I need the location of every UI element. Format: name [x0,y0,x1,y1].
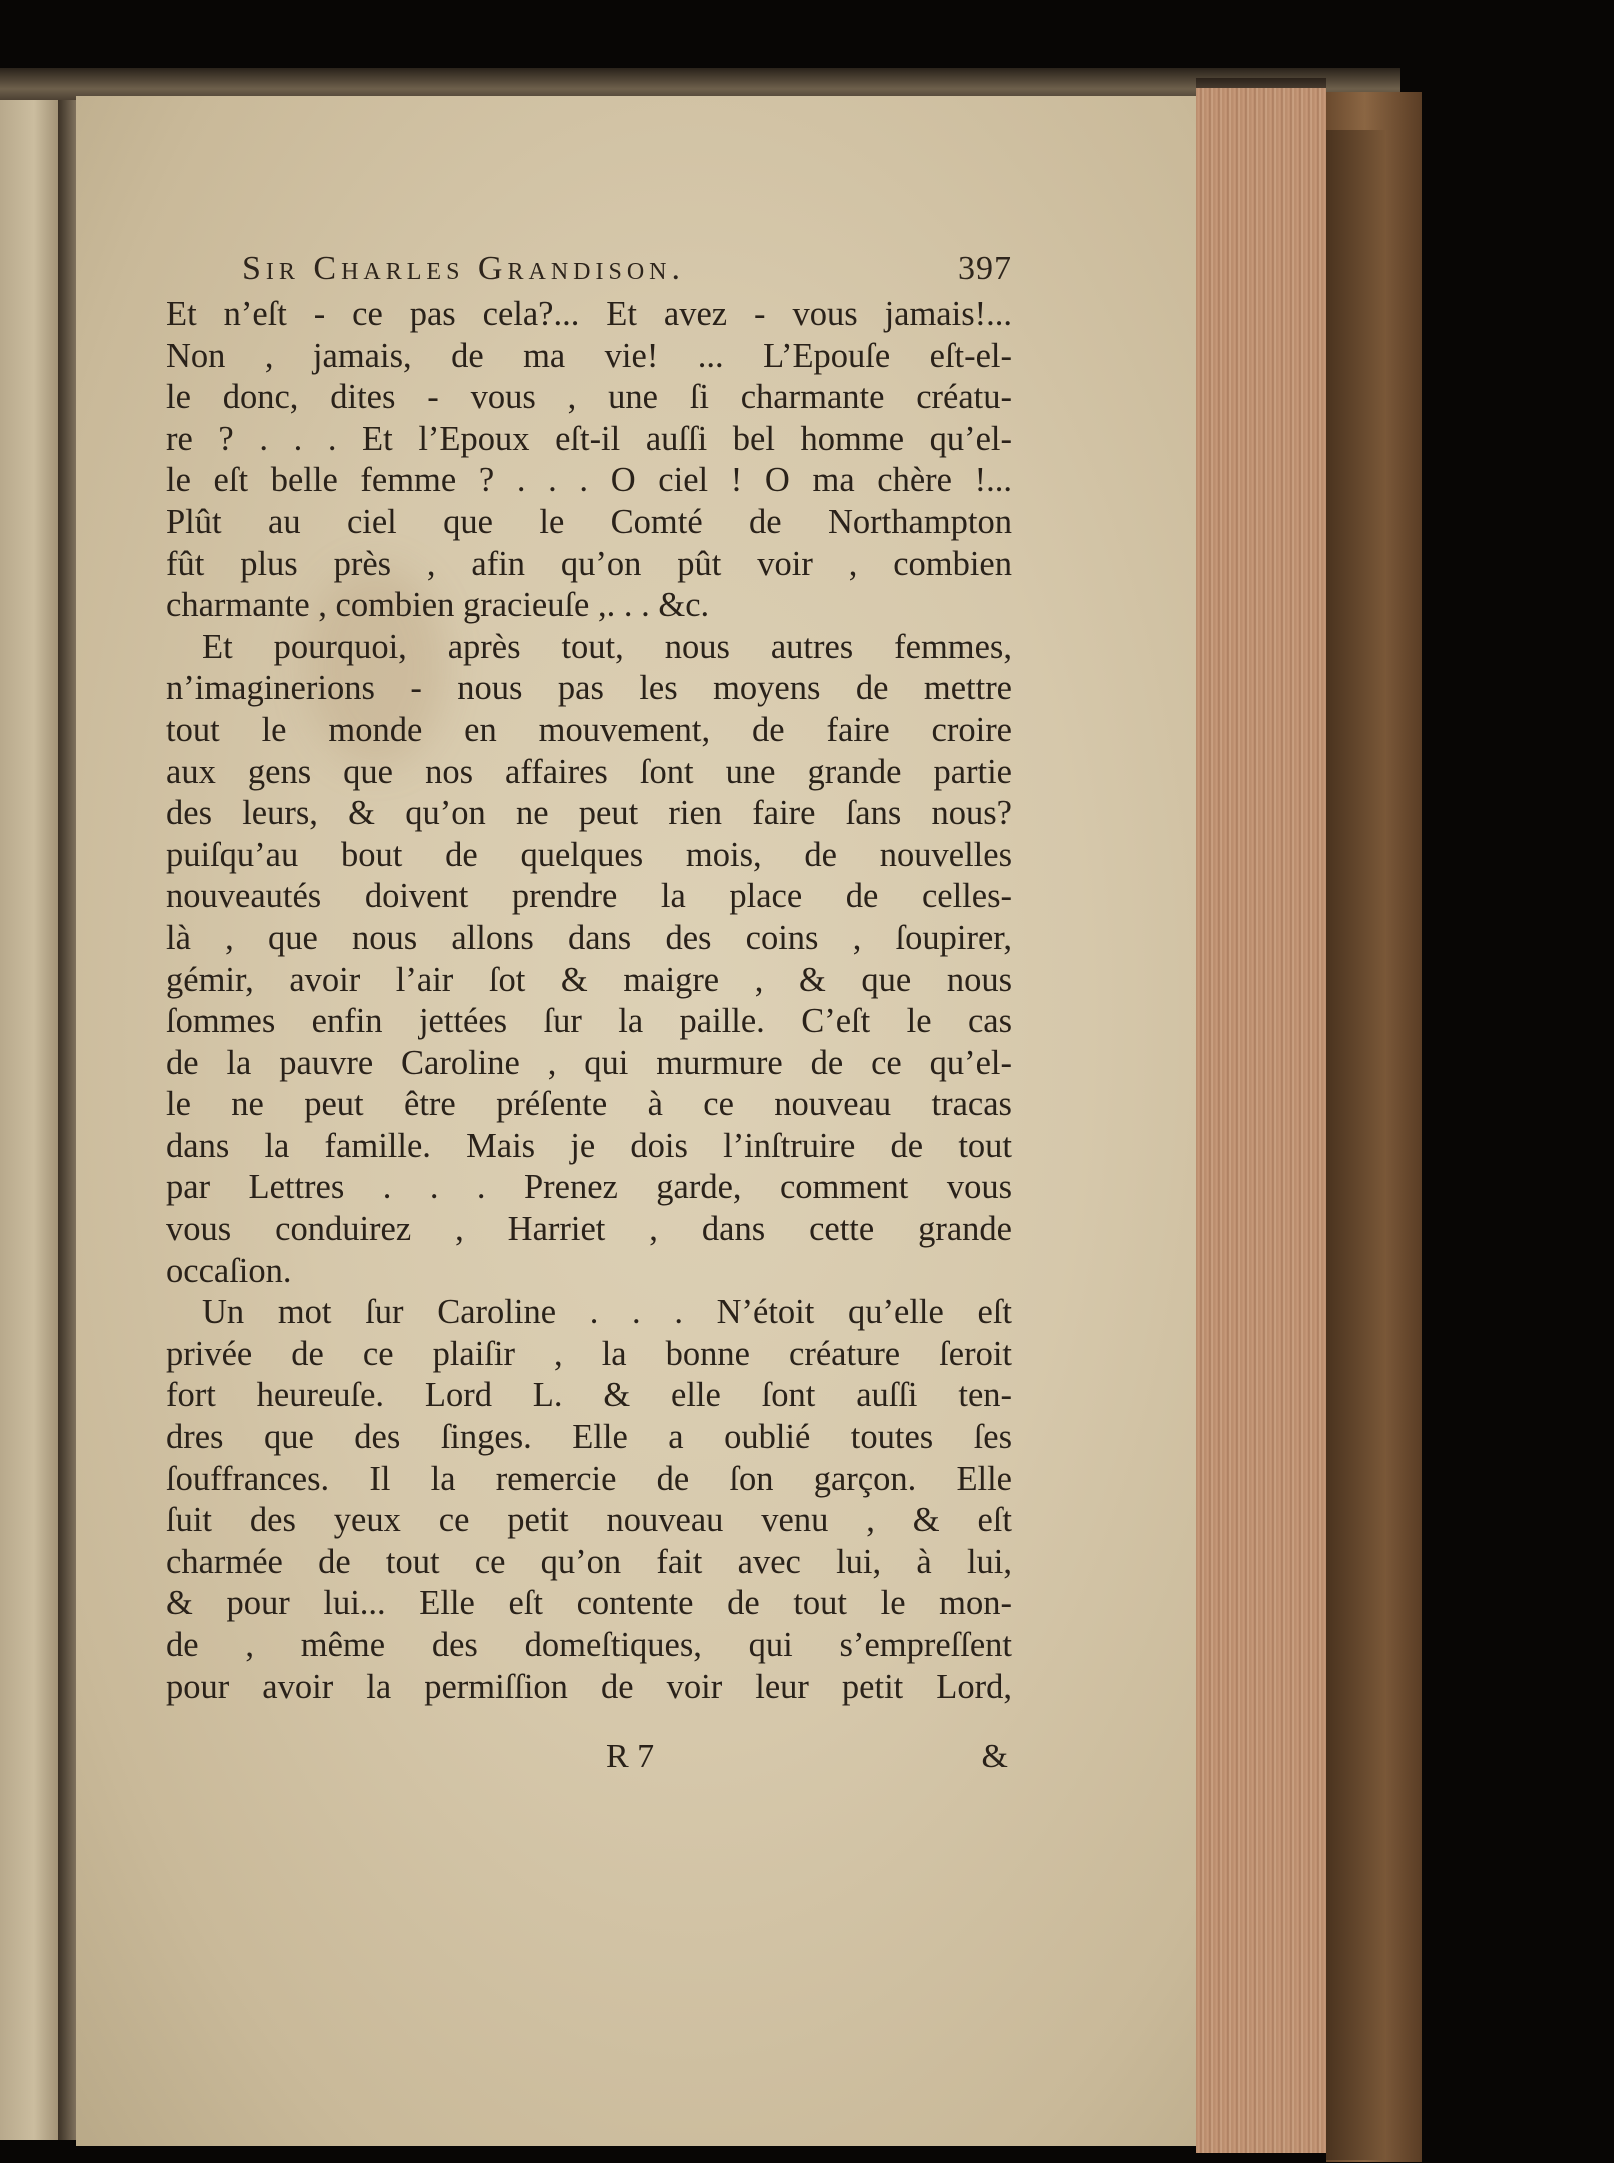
text-line: tout le monde en mouvement, de faire croire [166,710,1012,749]
text-line: Non , jamais, de ma vie! ... L’Epouſe eſt-el- [166,336,1012,375]
running-head [242,250,1012,288]
cover-board-inner [1326,130,1386,2160]
text-line: le donc, dites - vous , une ſi charmante créatu- [166,378,1012,417]
text-line: & pour lui... Elle eſt contente de tout le mon- [166,1584,1012,1623]
text-line: Et pourquoi, après tout, nous autres femmes, [202,627,1012,666]
page-number: 397 [958,250,1012,287]
text-line: dres que des ſinges. Elle a oublié toutes ſes [166,1418,1012,1457]
text-line: le eſt belle femme ? . . . O ciel ! O ma chère !... [166,461,1012,500]
text-line: Un mot ſur Caroline . . . N’étoit qu’elle eſt [202,1293,1012,1332]
text-line: charmée de tout ce qu’on fait avec lui, à lui, [166,1542,1012,1581]
text-line: fort heureuſe. Lord L. & elle ſont auſſi ten- [166,1376,1012,1415]
text-line: pour avoir la permiſſion de voir leur petit Lord, [166,1667,1012,1706]
text-line: re ? . . . Et l’Epoux eſt-il auſſi bel homme qu’el- [166,419,1012,458]
text-line: vous conduirez , Harriet , dans cette grande [166,1210,1012,1249]
paragraph [166,627,1012,1293]
text-line: par Lettres . . . Prenez garde, comment vous [166,1168,1012,1207]
text-line: fût plus près , afin qu’on pût voir , combien [166,544,1012,583]
text-line: n’imaginerions - nous pas les moyens de mettre [166,669,1012,708]
facing-page-edge [0,100,62,2140]
text-line: nouveautés doivent prendre la place de celles- [166,877,1012,916]
text-line: puiſqu’au bout de quelques mois, de nouvelles [166,835,1012,874]
text-line: de la pauvre Caroline , qui murmure de ce qu’el- [166,1043,1012,1082]
text-line: là , que nous allons dans des coins , ſoupirer, [166,918,1012,957]
text-line: aux gens que nos affaires ſont une grande partie [166,752,1012,791]
text-line: ſuit des yeux ce petit nouveau venu , & eſt [166,1501,1012,1540]
catchword: & [981,1738,1008,1775]
text-line: occaſion. [166,1251,292,1290]
text-line: privée de ce plaiſir , la bonne créature ſeroit [166,1334,1012,1373]
page-text [166,250,1012,1708]
page-footer [166,1738,1012,1782]
text-line: Et n’eſt - ce pas cela?... Et avez - vous jamais!... [166,295,1012,333]
text-line: charmante , combien gracieuſe ,. . . &c. [166,586,710,625]
text-line: dans la famille. Mais je dois l’inſtruire de tout [166,1126,1012,1165]
text-line: ſommes enfin jettées ſur la paille. C’eſt le cas [166,1002,1012,1041]
text-line: le ne peut être préſente à ce nouveau tracas [166,1085,1012,1124]
paragraph [166,294,1012,627]
text-line: des leurs, & qu’on ne peut rien faire ſans nous? [166,794,1012,833]
text-line: de , même des domeſtiques, qui s’empreſſent [166,1626,1012,1664]
body-text [166,294,1012,1708]
text-line: gémir, avoir l’air ſot & maigre , & que nous [166,960,1012,999]
page-block-fore-edge [1196,88,1326,2153]
text-line: Plût au ciel que le Comté de Northampton [166,502,1012,541]
paragraph [166,1292,1012,1708]
text-line: ſouffrances. Il la remercie de ſon garçon. Elle [166,1459,1012,1498]
signature-mark: R 7 [606,1738,655,1775]
running-head-title: Sir Charles Grandison. [242,250,685,287]
